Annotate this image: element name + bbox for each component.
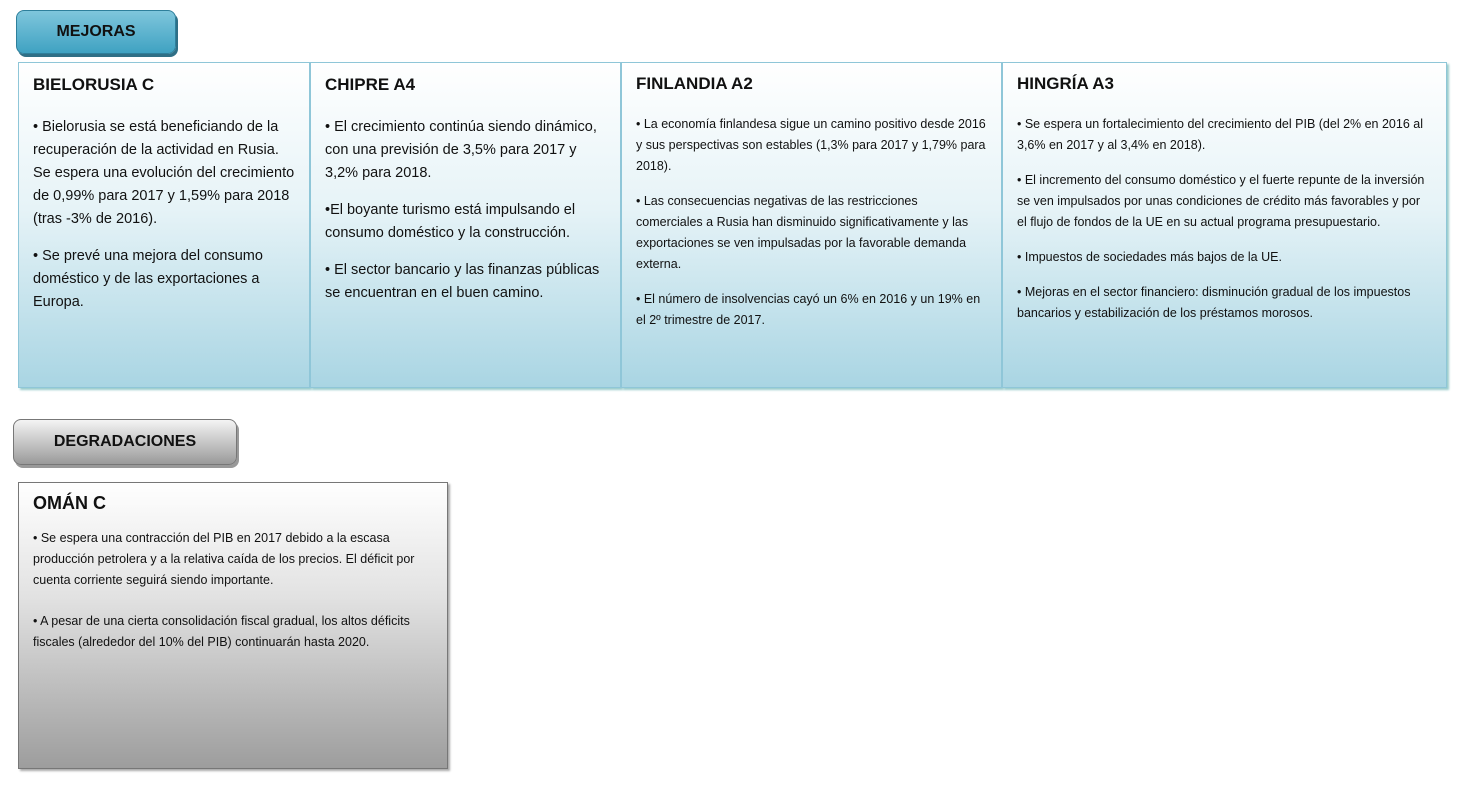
bullet: • A pesar de una cierta consolidación fiscal gradual, los altos déficits fiscales (alrededor del 10% del PIB) continuarán hasta 2020. — [33, 614, 410, 649]
bullet: • El número de insolvencias cayó un 6% en 2016 y un 19% en el 2º trimestre de 2017. — [636, 292, 981, 327]
bullet: • Se espera un fortalecimiento del crecimiento del PIB (del 2% en 2016 al 3,6% en 2017 y al 3,4% en 2018). — [1017, 117, 1423, 152]
country-title: FINLANDIA A2 — [636, 74, 753, 93]
bullet: • El crecimiento continúa siendo dinámico, con una previsión de 3,5% para 2017 y 3,2% para 2018. — [325, 119, 597, 181]
country-title: HINGRÍA A3 — [1017, 74, 1114, 93]
mejoras-label: MEJORAS — [56, 23, 136, 40]
country-title: OMÁN C — [33, 493, 106, 513]
bullet: • La economía finlandesa sigue un camino positivo desde 2016 y sus perspectivas son estables (1,3% para 2017 y 1,79% para 2018). — [636, 117, 986, 173]
country-card-bielorusia — [18, 62, 310, 388]
bullet: • Impuestos de sociedades más bajos de la UE. — [1017, 250, 1282, 264]
bullet: • Se prevé una mejora del consumo doméstico y de las exportaciones a Europa. — [33, 248, 263, 310]
bullet: • El sector bancario y las finanzas públicas se encuentran en el buen camino. — [325, 262, 600, 301]
country-card-chipre — [310, 62, 621, 388]
country-card-hungria — [1002, 62, 1447, 388]
bullet: • Bielorusia se está beneficiando de la recuperación de la actividad en Rusia. Se espera una evolución del crecimiento de 0,99% para 2017 y 1,59% para 2018 (tras -3% de 2016). — [33, 119, 295, 227]
bullet: • Las consecuencias negativas de las restricciones comerciales a Rusia han disminuido significativamente y las exportaciones se ven impulsadas por la favorable demanda externa. — [636, 194, 969, 271]
country-title: BIELORUSIA C — [33, 75, 155, 94]
bullet: • El incremento del consumo doméstico y el fuerte repunte de la inversión se ven impulsados por unas condiciones de crédito más favorables y por el flujo de fondos de la UE en su actual programa presupuestario. — [1017, 173, 1425, 229]
degradaciones-label: DEGRADACIONES — [53, 433, 197, 450]
country-card-oman — [18, 482, 448, 769]
country-title: CHIPRE A4 — [325, 75, 416, 94]
degradaciones-header — [13, 419, 237, 465]
bullet: •El boyante turismo está impulsando el consumo doméstico y la construcción. — [325, 202, 576, 241]
country-card-finlandia — [621, 62, 1002, 388]
mejoras-header — [16, 10, 176, 54]
bullet: • Mejoras en el sector financiero: disminución gradual de los impuestos bancarios y estabilización de los préstamos morosos. — [1017, 285, 1411, 320]
bullet: • Se espera una contracción del PIB en 2017 debido a la escasa producción petrolera y a la relativa caída de los precios. El déficit por cuenta corriente seguirá siendo importante. — [33, 531, 415, 587]
